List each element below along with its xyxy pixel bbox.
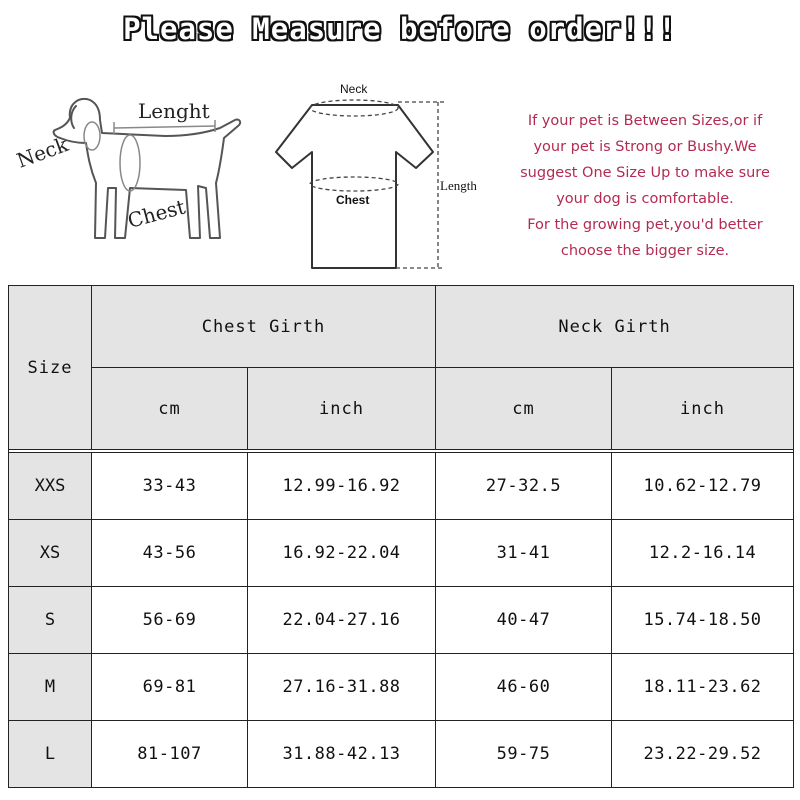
dog-length-label: Lenght — [138, 99, 210, 123]
chest-cm-cell: 43-56 — [92, 520, 248, 587]
size-cell: M — [9, 654, 92, 721]
chest-cm-header: cm — [92, 368, 248, 450]
neck-inch-cell: 15.74-18.50 — [612, 587, 794, 654]
table-row — [9, 654, 794, 721]
chest-cm-cell: 33-43 — [92, 453, 248, 520]
neck-cm-cell: 31-41 — [436, 520, 612, 587]
advice-line: your pet is Strong or Bushy.We — [533, 139, 757, 155]
neck-cm-cell: 27-32.5 — [436, 453, 612, 520]
neck-cm-cell: 40-47 — [436, 587, 612, 654]
chest-inch-cell: 12.99-16.92 — [248, 453, 436, 520]
chest-girth-header: Chest Girth — [92, 286, 436, 368]
size-cell: XS — [9, 520, 92, 587]
table-row — [9, 453, 794, 520]
chest-cm-cell: 56-69 — [92, 587, 248, 654]
chest-inch-cell: 31.88-42.13 — [248, 721, 436, 788]
chest-inch-header: inch — [248, 368, 436, 450]
advice-line: suggest One Size Up to make sure — [520, 165, 770, 181]
shirt-measurement-diagram — [268, 80, 488, 275]
advice-line: For the growing pet,you'd better — [527, 217, 763, 233]
neck-cm-cell: 46-60 — [436, 654, 612, 721]
size-cell: L — [9, 721, 92, 788]
shirt-length-label: Length — [440, 178, 477, 193]
advice-line: your dog is comfortable. — [556, 191, 734, 207]
chest-inch-cell: 22.04-27.16 — [248, 587, 436, 654]
neck-inch-cell: 23.22-29.52 — [612, 721, 794, 788]
chest-cm-cell: 81-107 — [92, 721, 248, 788]
neck-inch-cell: 18.11-23.62 — [612, 654, 794, 721]
chest-cm-cell: 69-81 — [92, 654, 248, 721]
size-header: Size — [9, 286, 92, 450]
neck-inch-cell: 12.2-16.14 — [612, 520, 794, 587]
table-row — [9, 721, 794, 788]
shirt-neck-label: Neck — [340, 82, 368, 96]
chest-inch-cell: 16.92-22.04 — [248, 520, 436, 587]
size-cell: XXS — [9, 453, 92, 520]
page-title: Please Measure before order!!! — [123, 12, 677, 46]
size-cell: S — [9, 587, 92, 654]
dog-chest-label: Chest — [125, 194, 188, 233]
size-chart-table — [8, 285, 794, 788]
advice-line: If your pet is Between Sizes,or if — [527, 113, 763, 129]
size-advice — [500, 108, 790, 264]
advice-line: choose the bigger size. — [560, 243, 730, 259]
table-row — [9, 520, 794, 587]
neck-inch-cell: 10.62-12.79 — [612, 453, 794, 520]
chest-inch-cell: 27.16-31.88 — [248, 654, 436, 721]
neck-cm-header: cm — [436, 368, 612, 450]
neck-inch-header: inch — [612, 368, 794, 450]
shirt-chest-label: Chest — [336, 193, 370, 207]
dog-neck-label: Neck — [13, 132, 72, 173]
neck-girth-header: Neck Girth — [436, 286, 794, 368]
table-row — [9, 587, 794, 654]
neck-cm-cell: 59-75 — [436, 721, 612, 788]
dog-measurement-diagram — [10, 88, 260, 268]
